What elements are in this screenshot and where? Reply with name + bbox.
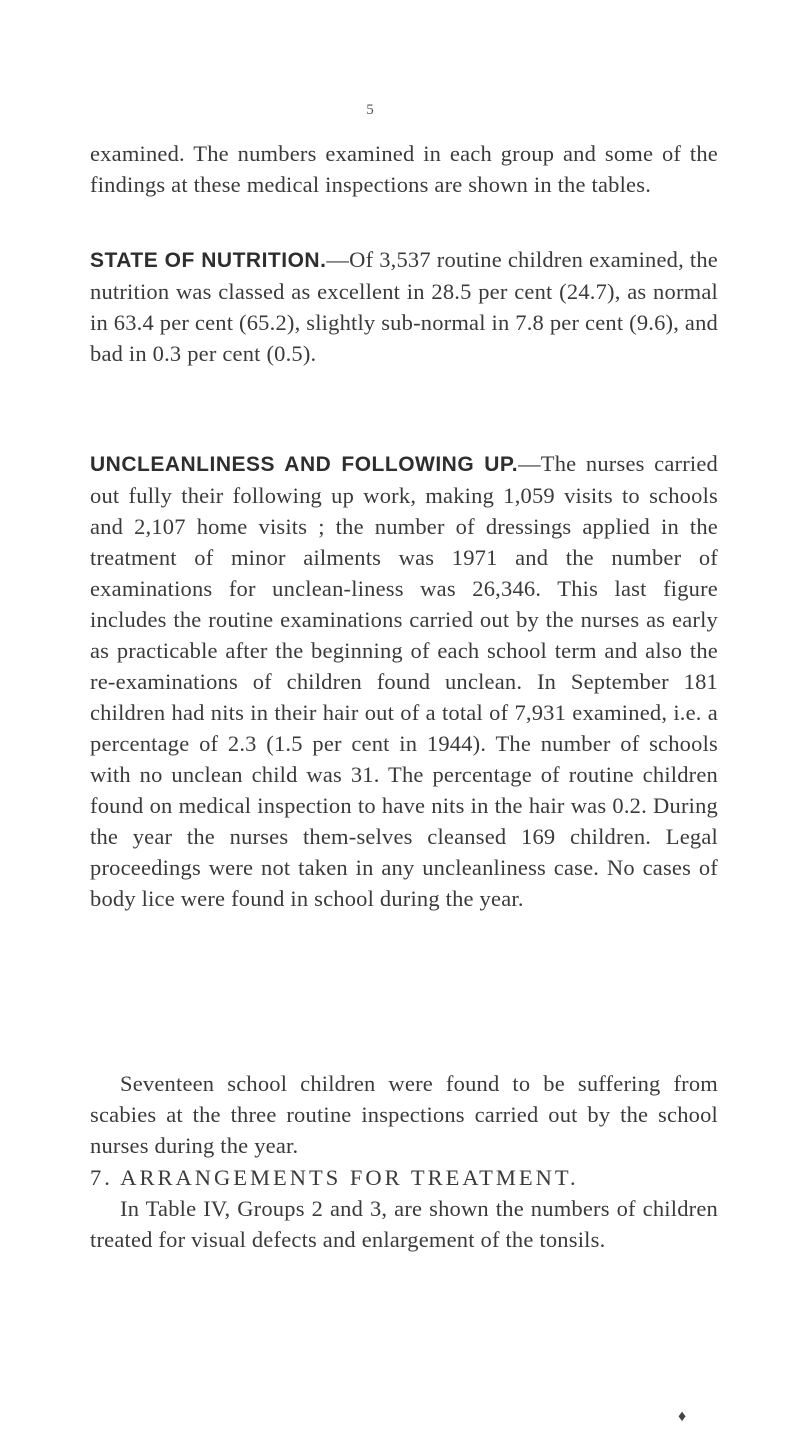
intro-text: examined. The numbers examined in each group and some of the findings at these medical inspections are shown in the tables. [90, 141, 718, 197]
uncleanliness-heading: UNCLEANLINESS AND FOLLOWING UP. [90, 453, 519, 476]
intro-paragraph [90, 138, 718, 200]
uncleanliness-paragraph [90, 448, 718, 914]
section-7-text: In Table IV, Groups 2 and 3, are shown the numbers of children treated for visual defects and enlargement of the tonsils. [90, 1196, 718, 1252]
nutrition-heading: STATE OF NUTRITION. [90, 249, 327, 272]
scabies-paragraph [90, 1068, 718, 1161]
scabies-text: Seventeen school children were found to be suffering from scabies at the three routine inspections carried out by the school nurses during the year. [90, 1071, 718, 1158]
uncleanliness-text: —The nurses carried out fully their following up work, making 1,059 visits to schools and 2,107 home visits ; the number of dressings applied in the treatment of minor ailments was 1971 and the number of examinations for unclean-liness was 26,346. This last figure includes the routine examinations carried out by the nurses as early as practicable after the beginning of each school term and also the re-examinations of children found unclean. In September 181 children had nits in their hair out of a total of 7,931 examined, i.e. a percentage of 2.3 (1.5 per cent in 1944). The number of schools with no unclean child was 31. The percentage of routine children found on medical inspection to have nits in the hair was 0.2. During the year the nurses them-selves cleansed 169 children. Legal proceedings were not taken in any uncleanliness case. No cases of body lice were found in school during the year. [90, 451, 719, 911]
footer-mark: ♦ [678, 1408, 687, 1425]
page-number: 5 [366, 102, 374, 118]
nutrition-text: —Of 3,537 routine children examined, the nutrition was classed as excellent in 28.5 per cent (24.7), as normal in 63.4 per cent (65.2), slightly sub-normal in 7.8 per cent (9.6), and bad in 0.3 per cent (0.5). [90, 247, 718, 366]
section-7-heading: 7. ARRANGEMENTS FOR TREATMENT. [90, 1165, 579, 1190]
section-7-paragraph [90, 1193, 718, 1255]
nutrition-paragraph [90, 244, 718, 369]
